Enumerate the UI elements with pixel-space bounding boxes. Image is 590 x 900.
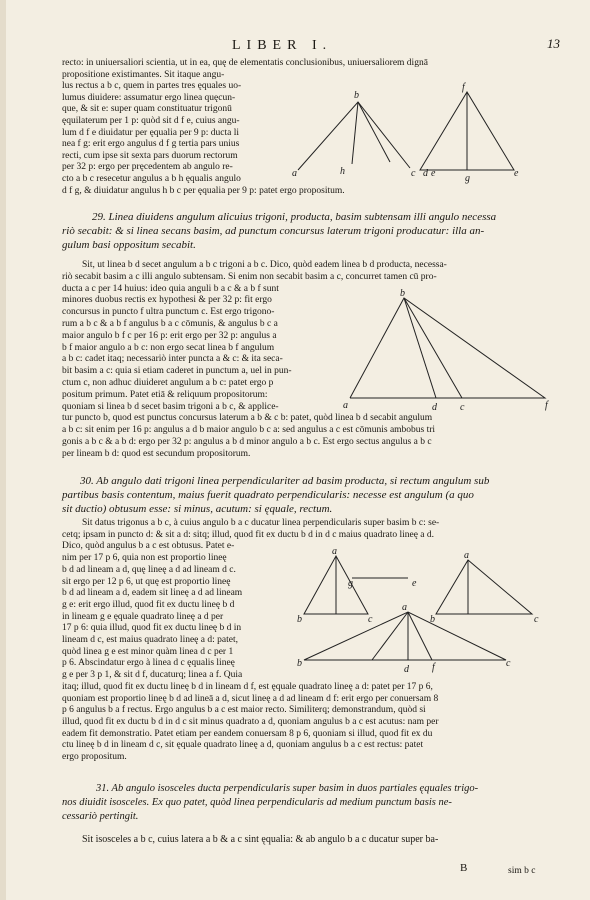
- text-line: quoniam si linea b d secet basim trigoni a b c, & applice-: [62, 401, 279, 412]
- svg-text:g: g: [348, 578, 353, 589]
- text-line: b f maior angulo a b c: non ergo secat linea b f angulum: [62, 342, 275, 353]
- heading-line: sit ductio) obtusum esse: si minus, acutum: si ęquale, rectum.: [62, 503, 333, 515]
- running-title: LIBER I.: [232, 38, 333, 53]
- text-line: a b c: sit enim per 16 p: angulus a d b maior angulo b c a: sed angulus a c est cōmunis ambobus tri: [62, 425, 436, 436]
- svg-text:c: c: [534, 614, 539, 625]
- heading-line: riò secabit: & si linea secans basim, ad punctum concursus laterum trigoni producatur: illa an-: [62, 225, 485, 237]
- text-line: ctum c, non adhuc diuideret angulum a b c: patet ergo p: [62, 378, 274, 388]
- text-line: p 6. Abscindatur ergo à linea d c ęqualis lineę: [62, 658, 235, 669]
- heading-line: 29. Linea diuidens angulum alicuius trigoni, producta, basim subtensam illi angulo necessa: [92, 211, 497, 223]
- running-header: [0, 38, 590, 54]
- signature-mark: B: [460, 862, 468, 874]
- figure-perpendicular-triangles: [296, 546, 558, 692]
- text-line: tur puncto b, quod est punctus concursus laterum a b & c b: patet, quòd linea b d secabit angulum: [62, 413, 433, 424]
- svg-text:h: h: [340, 166, 345, 177]
- text-line: per lineam b d: quod est secundum propositorum.: [62, 448, 251, 459]
- text-line: positum primum. Patet etiā & reliquum propositorum:: [62, 389, 268, 400]
- svg-text:b: b: [297, 614, 302, 625]
- heading-line: nos diuidit isosceles. Ex quo patet, quòd linea perpendicularis ad medium punctum basis ne-: [62, 797, 452, 808]
- figure-triangle-bisector: [340, 290, 555, 415]
- line-ag: [372, 612, 408, 660]
- text-line: nea f g: erit ergo angulus d f g tertia pars unius: [62, 139, 240, 150]
- svg-text:e: e: [431, 168, 436, 179]
- svg-text:d: d: [423, 168, 428, 179]
- line-af: [408, 612, 432, 660]
- right-angle-abc: [298, 102, 410, 170]
- heading-line: cessariò pertingit.: [62, 811, 139, 822]
- text-line: 17 p 6: quia illud, quod fit ex ductu lineę b d in: [62, 623, 242, 634]
- text-line: riò secabit basim a c illi angulo subtensam. Si enim non secabit basim a c, concurret tamen cū pro-: [62, 271, 437, 282]
- svg-text:c: c: [506, 658, 511, 669]
- svg-text:a: a: [402, 602, 407, 613]
- heading-line: partibus basis contentum, maius fuerit quadrato perpendicularis: necesse est angulum (a quo: [62, 489, 474, 501]
- svg-text:b: b: [400, 288, 405, 299]
- text-line: bit basim a c: quia si etiam caderet in punctum a, uel in pun-: [62, 366, 292, 377]
- text-line: lus rectus a b c, quem in partes tres ęquales uo-: [62, 81, 242, 92]
- text-line: quòd linea g e est minor quàm linea d c per 1: [62, 646, 234, 657]
- svg-text:d: d: [432, 402, 437, 413]
- svg-text:a: a: [343, 400, 348, 411]
- svg-text:b: b: [297, 658, 302, 669]
- text-line: ęquilaterum per 1 p: quòd sit d f e, cuius angu-: [62, 116, 240, 126]
- heading-line: 31. Ab angulo isosceles ducta perpendicularis super basim in duos partiales ęquales trigo-: [96, 783, 479, 794]
- page-number: 13: [547, 36, 560, 51]
- figure-angle-trisection: [292, 84, 572, 184]
- svg-text:d: d: [404, 664, 409, 675]
- text-line: recti, cum ipse sit sexta pars duorum rectorum: [62, 150, 238, 161]
- text-line: gonis a b c & a b d: ergo per 32 p: angulus a b d minor angulo a b c. Est ergo sectus angulus a b c: [62, 437, 432, 447]
- text-line: nim per 17 p 6, quia non est proportio lineę: [62, 553, 227, 564]
- text-line: in lineam g e ęquale quadrato lineę a d per: [62, 611, 224, 622]
- svg-text:f: f: [462, 82, 465, 93]
- text-line: g e: erit ergo illud, quod fit ex ductu lineę b d: [62, 599, 235, 610]
- text-line: lum d f e diuidatur per ęqualia per 9 p: ducta li: [62, 127, 240, 138]
- text-line: b d ad lineam a d, eadem sit lineę a d ad lineam: [62, 588, 243, 599]
- svg-text:a: a: [332, 546, 337, 557]
- svg-text:g: g: [465, 173, 470, 184]
- text-line: g e per 3 p 1, & sit d f, ducaturq; linea a f. Quia: [62, 670, 243, 681]
- obtuse-triangle-bac: [304, 612, 506, 660]
- svg-text:f: f: [545, 400, 548, 411]
- text-line: que, & sit e: super quam constituatur trigonū: [62, 104, 232, 115]
- text-line: cetq; ipsam in puncto d: & sit a d: sitq; illud, quod fit ex ductu b d in d c maius quadrato lineę a d.: [62, 529, 435, 540]
- svg-text:b: b: [430, 614, 435, 625]
- text-line: ducta a c per 14 huius: ideo quia anguli b a c & a b f sunt: [62, 283, 279, 294]
- line-bc: [404, 298, 462, 398]
- catchword: sim b c: [508, 866, 536, 876]
- text-line: ergo propositum.: [62, 752, 127, 762]
- svg-text:a: a: [464, 550, 469, 561]
- line-bh: [352, 102, 358, 164]
- text-line: concursus in puncto f ultra punctum c. Est ergo trigono-: [62, 307, 275, 318]
- text-line: illud, quod fit ex ductu b d in d c sit minus quadrato a d, quoniam angulus b a c est acutus: nam per: [62, 716, 439, 727]
- text-line: Sit isosceles a b c, cuius latera a b & a c sint ęqualia: & ab angulo b a c ducatur super ba-: [82, 834, 439, 845]
- text-line: b d ad lineam a d, quę lineę a d ad lineam d c.: [62, 564, 236, 575]
- text-line: lineam d c, est maius quadrato lineę a d: patet,: [62, 635, 238, 645]
- text-line: minores duobus rectis ex hypothesi & per 32 p: fit ergo: [62, 295, 272, 306]
- svg-text:e: e: [412, 578, 417, 589]
- triangle-abf: [350, 298, 545, 398]
- text-line: recto: in uniuersaliori scientia, ut in ea, quę de elementatis conclusionibus, uniuersaliorem dignā: [62, 58, 428, 68]
- text-line: a b c: cadet itaq; necessariò inter puncta a & c: & ita seca-: [62, 354, 283, 365]
- text-line: ctu lineę b d in lineam d c, sit ęquale quadrato lineę a d, quoniam angulus b a c est rectus: patet: [62, 740, 424, 751]
- line-bd: [404, 298, 436, 398]
- text-line: maior angulo b f c per 16 p: erit ergo per 32 p: angulus a: [62, 330, 277, 341]
- text-line: Dico, quòd angulus b a c est obtusus. Patet e-: [62, 541, 235, 552]
- text-line: Sit, ut linea b d secet angulum a b c trigoni a b c. Dico, quòd eadem linea b d producta, necessa-: [82, 260, 447, 270]
- right-triangle: [436, 560, 532, 614]
- svg-text:c: c: [460, 402, 465, 413]
- text-line: quoniam est proportio lineę b d ad lineā a d, sicut lineę a d ad lineam d f: erit ergo per conuersam 8: [62, 693, 439, 704]
- svg-text:a: a: [292, 168, 297, 179]
- heading-line: gulum basi oppositum secabit.: [62, 239, 196, 251]
- line-bisector: [358, 102, 390, 162]
- text-line: lumus diuidere: assumatur ergo linea quęcun-: [62, 92, 236, 103]
- text-line: cto a b c resecetur angulus a b h ęqualis angulo: [62, 174, 241, 184]
- text-line: propositione existimantes. Sit itaque angu-: [62, 69, 225, 80]
- svg-text:f: f: [432, 662, 435, 673]
- svg-text:c: c: [368, 614, 373, 625]
- page-gutter-shadow: [0, 0, 6, 900]
- text-line: p 6 angulus b a f rectus. Ergo angulus b a c est maior recto. Similiterq; demonstrandum, quòd si: [62, 705, 426, 716]
- text-line: d f g, & diuidatur angulus h b c per ęqualia per 9 p: patet ergo propositum.: [62, 185, 345, 196]
- svg-text:c: c: [411, 168, 416, 179]
- svg-text:e: e: [514, 168, 519, 179]
- svg-text:b: b: [354, 90, 359, 101]
- text-line: itaq; illud, quod fit ex ductu lineę b d in lineam d f, est ęquale quadrato lineę a d: patet per 17 p 6,: [62, 681, 433, 692]
- text-line: sit ergo per 12 p 6, ut quę est proportio lineę: [62, 576, 231, 587]
- heading-line: 30. Ab angulo dati trigoni linea perpendiculariter ad basim producta, si rectum angulum sub: [80, 475, 490, 487]
- text-line: rum a b c & a b f angulus b a c cōmunis, & angulus b c a: [62, 319, 278, 329]
- text-line: per 32 p: ergo per pręcedentem ab angulo re-: [62, 162, 233, 173]
- text-line: eadem fit demonstratio. Patet etiam per eandem conuersam 8 p 6, quoniam si illud, quod fit ex du: [62, 728, 433, 739]
- text-line: Sit datus trigonus a b c, à cuius angulo b a c ducatur linea perpendicularis super basim b c: se-: [82, 518, 440, 528]
